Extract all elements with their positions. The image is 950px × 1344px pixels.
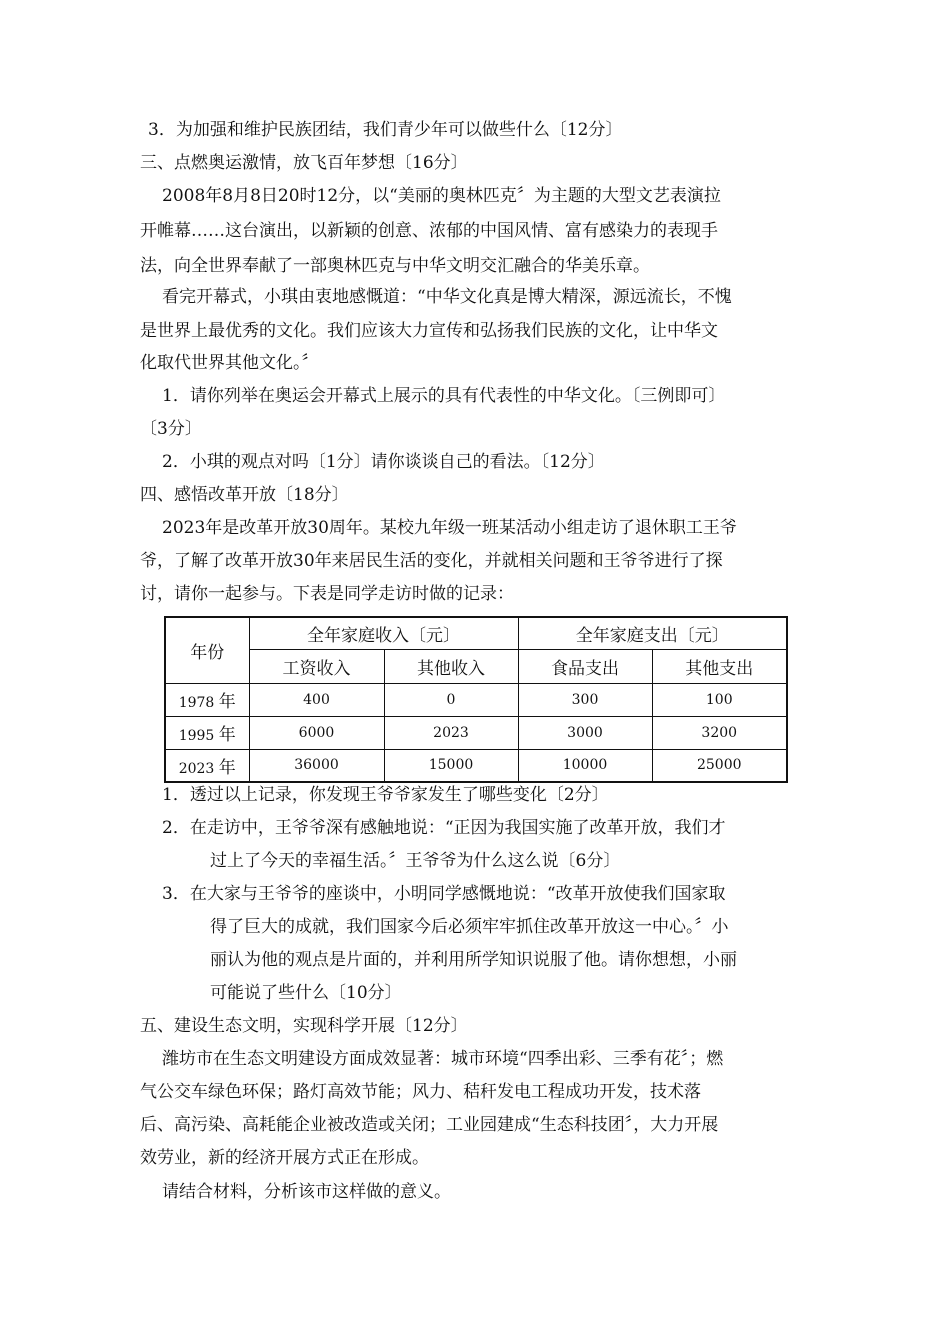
sec4-para1-line1: 2023年是改革开放30周年。某校九年级一班某活动小组走访了退休职工王爷	[162, 518, 737, 538]
sec3-para2-line3: 化取代世界其他文化。〞	[140, 353, 319, 373]
table-row	[165, 716, 787, 749]
sec5-para1-line3: 后、高污染、高耗能企业被改造或关闭；工业园建成“生态科技团〞，大力开展	[140, 1115, 719, 1135]
year-header: 年份	[165, 617, 249, 683]
sec3-para1-line1: 2008年8月8日20时12分，以“美丽的奥林匹克〞为主题的大型文艺表演拉	[162, 186, 721, 206]
sec4-question-3-line4: 可能说了些什么〔10分〕	[210, 983, 402, 1003]
sec3-para1-line3: 法，向全世界奉献了一部奥林匹克与中华文明交汇融合的华美乐章。	[140, 256, 650, 276]
wage-income-cell: 6000	[249, 716, 384, 749]
sec5-prompt: 请结合材料，分析该市这样做的意义。	[162, 1182, 451, 1202]
row-year-suffix: 年	[218, 757, 236, 778]
sec4-para1-line3: 讨，请你一起参与。下表是同学走访时做的记录：	[140, 584, 514, 604]
sec3-question-1-line2: 〔3分〕	[140, 419, 202, 439]
row-year: 1995	[178, 728, 215, 744]
wage-income-cell: 36000	[249, 749, 384, 782]
sec3-question-1-line1: 1．请你列举在奥运会开幕式上展示的具有代表性的中华文化。〔三例即可〕	[162, 386, 726, 406]
table-row	[165, 683, 787, 716]
section-3-heading: 三、点燃奥运激情，放飞百年梦想〔16分〕	[140, 153, 468, 173]
income-expense-table	[164, 616, 788, 783]
food-expense-cell: 300	[518, 683, 652, 716]
other-income-cell: 0	[384, 683, 518, 716]
section-4-heading: 四、感悟改革开放〔18分〕	[140, 485, 349, 505]
sec3-para2-line2: 是世界上最优秀的文化。我们应该大力宣传和弘扬我们民族的文化，让中华文	[140, 321, 718, 341]
other-income-cell: 2023	[384, 716, 518, 749]
sec4-question-3-line1: 3．在大家与王爷爷的座谈中，小明同学感慨地说：“改革开放使我们国家取	[162, 884, 726, 904]
sec4-question-1: 1．透过以上记录，你发现王爷爷家发生了哪些变化〔2分〕	[162, 785, 609, 805]
sec5-para1-line1: 潍坊市在生态文明建设方面成效显著：城市环境“四季出彩、三季有花〞；燃	[162, 1049, 724, 1069]
sec3-para2-line1: 看完开幕式，小琪由衷地感慨道：“中华文化真是博大精深，源远流长，不愧	[162, 287, 732, 307]
sec5-para1-line2: 气公交车绿色环保；路灯高效节能；风力、秸秆发电工程成功开发，技术落	[140, 1082, 701, 1102]
wage-income-cell: 400	[249, 683, 384, 716]
row-year-cell	[165, 683, 249, 716]
section-5-heading: 五、建设生态文明，实现科学开展〔12分〕	[140, 1016, 468, 1036]
income-header: 全年家庭收入〔元〕	[249, 617, 518, 649]
other-income-header: 其他收入	[384, 649, 518, 683]
table-row	[165, 749, 787, 782]
expense-header: 全年家庭支出〔元〕	[518, 617, 787, 649]
other-income-cell: 15000	[384, 749, 518, 782]
row-year-cell	[165, 749, 249, 782]
sec4-para1-line2: 爷，了解了改革开放30年来居民生活的变化，并就相关问题和王爷爷进行了探	[140, 551, 723, 571]
sec4-question-2-line2: 过上了今天的幸福生活。〞王爷爷为什么这么说〔6分〕	[210, 851, 621, 871]
row-year: 1978	[178, 695, 215, 711]
sec4-question-3-line2: 得了巨大的成就，我们国家今后必须牢牢抓住改革开放这一中心。〞小	[210, 917, 729, 937]
sec4-question-2-line1: 2．在走访中，王爷爷深有感触地说：“正因为我国实施了改革开放，我们才	[162, 818, 726, 838]
food-expense-header: 食品支出	[518, 649, 652, 683]
other-expense-cell: 100	[652, 683, 787, 716]
sec5-para1-line4: 效劳业，新的经济开展方式正在形成。	[140, 1148, 429, 1168]
food-expense-cell: 10000	[518, 749, 652, 782]
other-expense-header: 其他支出	[652, 649, 787, 683]
sec3-para1-line2: 开帷幕……这台演出，以新颖的创意、浓郁的中国风情、富有感染力的表现手	[140, 221, 718, 241]
row-year-cell	[165, 716, 249, 749]
row-year: 2023	[178, 760, 215, 777]
row-year-suffix: 年	[218, 725, 236, 745]
sec3-question-2: 2．小琪的观点对吗〔1分〕请你谈谈自己的看法。〔12分〕	[162, 452, 605, 472]
other-expense-cell: 25000	[652, 749, 787, 782]
food-expense-cell: 3000	[518, 716, 652, 749]
wage-income-header: 工资收入	[249, 649, 384, 683]
question-3-national-unity: 3．为加强和维护民族团结，我们青少年可以做些什么〔12分〕	[148, 120, 623, 140]
other-expense-cell: 3200	[652, 716, 787, 749]
row-year-suffix: 年	[218, 692, 236, 712]
sec4-question-3-line3: 丽认为他的观点是片面的，并利用所学知识说服了他。请你想想，小丽	[210, 950, 737, 970]
